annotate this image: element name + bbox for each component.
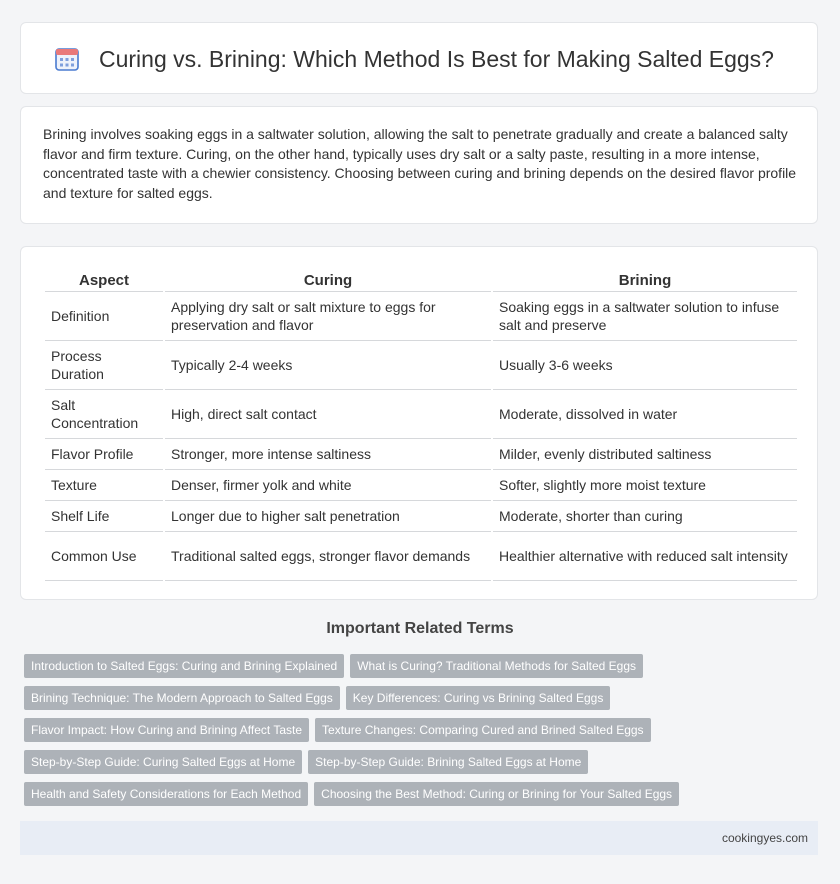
related-term-tag[interactable]: Key Differences: Curing vs Brining Salted Eggs: [346, 686, 611, 710]
table-cell-curing: Applying dry salt or salt mixture to eggs for preservation and flavor: [165, 292, 491, 341]
footer: [20, 821, 818, 855]
related-term-tag[interactable]: What is Curing? Traditional Methods for Salted Eggs: [350, 654, 643, 678]
table-row: [45, 390, 797, 439]
tag-row: [24, 750, 824, 782]
related-terms-list: [24, 654, 824, 814]
table-cell-curing: Stronger, more intense saltiness: [165, 439, 491, 470]
column-header-curing: Curing: [165, 267, 491, 292]
tag-row: [24, 782, 824, 814]
comparison-table-card: [20, 246, 818, 600]
table-cell-aspect: Texture: [45, 470, 163, 501]
table-cell-brining: Milder, evenly distributed saltiness: [493, 439, 797, 470]
tag-row: [24, 718, 824, 750]
table-cell-brining: Soaking eggs in a saltwater solution to infuse salt and preserve: [493, 292, 797, 341]
footer-site-name: cookingyes.com: [721, 831, 808, 845]
table-row: [45, 341, 797, 390]
table-row: [45, 292, 797, 341]
table-row: [45, 501, 797, 532]
table-cell-aspect: Definition: [45, 292, 163, 341]
related-term-tag[interactable]: Brining Technique: The Modern Approach to Salted Eggs: [24, 686, 340, 710]
page-title: Curing vs. Brining: Which Method Is Best for Making Salted Eggs?: [99, 46, 774, 72]
table-cell-brining: Healthier alternative with reduced salt intensity: [493, 532, 797, 581]
related-terms-title: Important Related Terms: [326, 620, 514, 637]
table-cell-curing: Longer due to higher salt penetration: [165, 501, 491, 532]
table-row: [45, 439, 797, 470]
table-cell-brining: Moderate, dissolved in water: [493, 390, 797, 439]
table-cell-brining: Softer, slightly more moist texture: [493, 470, 797, 501]
table-cell-curing: High, direct salt contact: [165, 390, 491, 439]
tag-row: [24, 686, 824, 718]
table-cell-curing: Denser, firmer yolk and white: [165, 470, 491, 501]
table-cell-curing: Traditional salted eggs, stronger flavor demands: [165, 532, 491, 581]
comparison-table: [43, 267, 799, 581]
related-term-tag[interactable]: Flavor Impact: How Curing and Brining Affect Taste: [24, 718, 309, 742]
related-term-tag[interactable]: Texture Changes: Comparing Cured and Brined Salted Eggs: [315, 718, 651, 742]
table-cell-curing: Typically 2-4 weeks: [165, 341, 491, 390]
table-row: [45, 470, 797, 501]
header-card: [20, 22, 818, 94]
table-cell-aspect: Common Use: [45, 532, 163, 581]
column-header-aspect: Aspect: [45, 267, 163, 292]
calendar-icon: [53, 45, 81, 73]
related-term-tag[interactable]: Introduction to Salted Eggs: Curing and Brining Explained: [24, 654, 344, 678]
related-term-tag[interactable]: Step-by-Step Guide: Brining Salted Eggs at Home: [308, 750, 588, 774]
related-term-tag[interactable]: Step-by-Step Guide: Curing Salted Eggs at Home: [24, 750, 302, 774]
tag-row: [24, 654, 824, 686]
table-cell-aspect: Salt Concentration: [45, 390, 163, 439]
table-cell-aspect: Flavor Profile: [45, 439, 163, 470]
column-header-brining: Brining: [493, 267, 797, 292]
intro-paragraph: Brining involves soaking eggs in a saltwater solution, allowing the salt to penetrate gradually and create a balanced salty flavor and firm texture. Curing, on the other hand, typically uses dry salt or a salty paste, resulting in a more intense, concentrated taste with a chewier consistency. Choosing between curing and brining depends on the desired flavor profile and texture for salted eggs.: [43, 126, 797, 201]
table-cell-brining: Usually 3-6 weeks: [493, 341, 797, 390]
table-row: [45, 532, 797, 581]
related-term-tag[interactable]: Health and Safety Considerations for Each Method: [24, 782, 308, 806]
related-term-tag[interactable]: Choosing the Best Method: Curing or Brining for Your Salted Eggs: [314, 782, 679, 806]
table-cell-brining: Moderate, shorter than curing: [493, 501, 797, 532]
table-header-row: [45, 267, 797, 292]
table-cell-aspect: Process Duration: [45, 341, 163, 390]
intro-card: [20, 106, 818, 224]
table-cell-aspect: Shelf Life: [45, 501, 163, 532]
